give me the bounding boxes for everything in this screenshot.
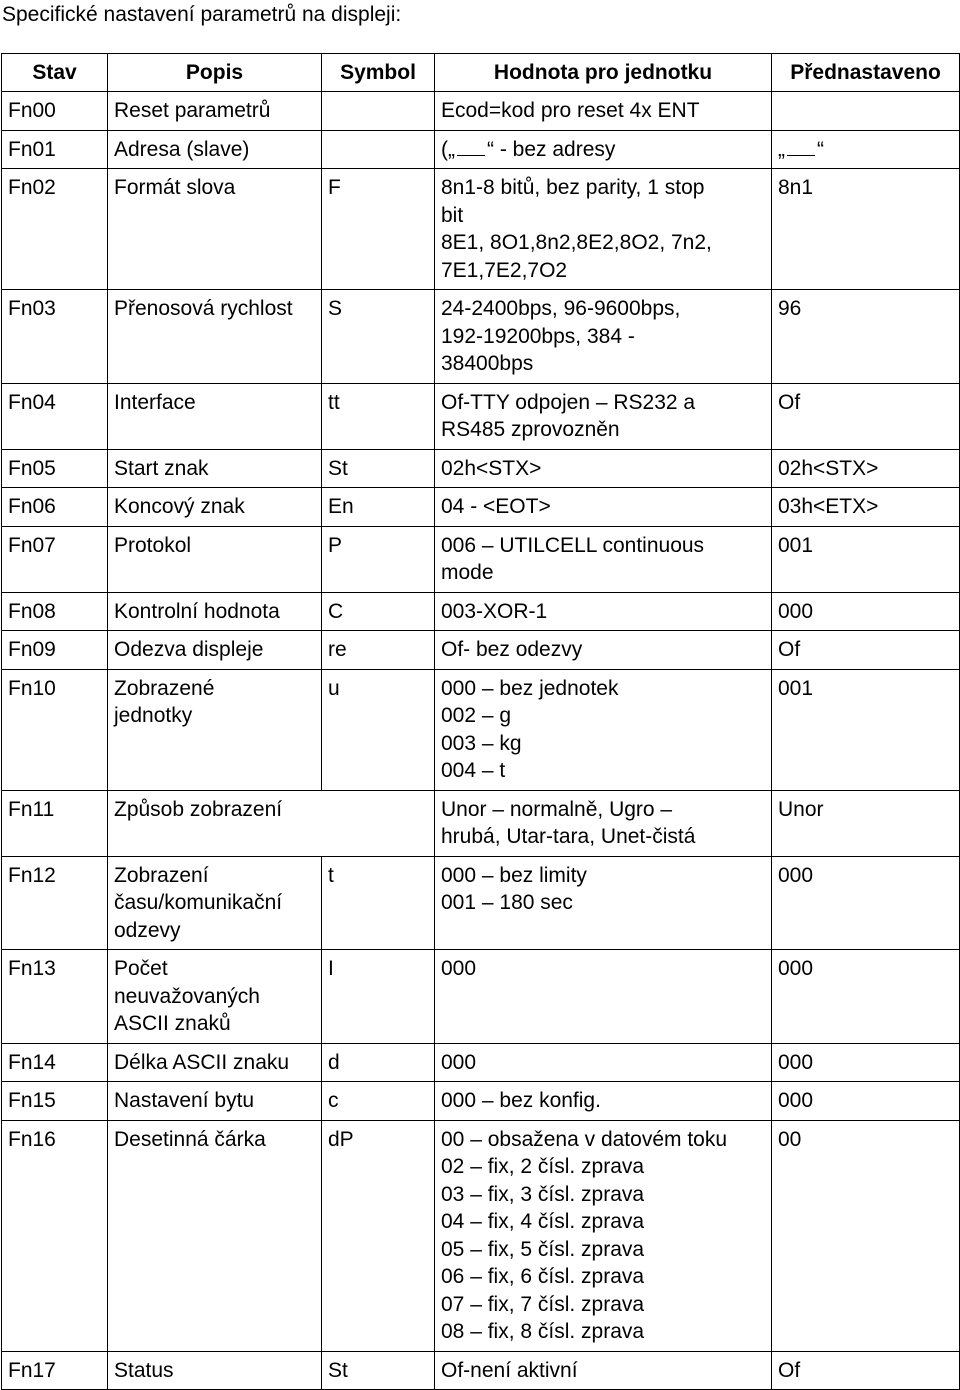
blank-underline <box>787 139 815 156</box>
cell-hodnota <box>435 592 772 631</box>
cell-symbol <box>322 130 435 169</box>
popis-line: Nastavení bytu <box>114 1089 255 1112</box>
cell-symbol: St <box>322 449 435 488</box>
hodnota-line: Unor – normalně, Ugro – <box>441 797 673 821</box>
cell-hodnota <box>435 1351 772 1390</box>
cell-symbol: tt <box>322 383 435 449</box>
popis-line: Interface <box>114 390 196 414</box>
hodnota-line: 07 – fix, 7 čísl. zprava <box>441 1292 645 1316</box>
hodnota-line: 04 - <EOT> <box>441 495 551 518</box>
popis-line: neuvažovaných <box>114 984 260 1008</box>
popis-line: Start znak <box>114 456 209 480</box>
cell-prednastaveno: 000 <box>772 950 960 1044</box>
cell-stav: Fn03 <box>2 290 108 384</box>
cell-hodnota <box>435 449 772 488</box>
column-header-symbol: Symbol <box>322 54 435 92</box>
table-row <box>2 130 960 169</box>
hodnota-line: 03 – fix, 3 čísl. zprava <box>441 1182 645 1206</box>
hodnota-line: 004 – t <box>441 759 506 782</box>
hodnota-line: Ecod=kod pro reset 4x ENT <box>441 99 700 122</box>
popis-line: Protokol <box>114 533 192 557</box>
hodnota-line: 04 – fix, 4 čísl. zprava <box>441 1210 645 1233</box>
cell-popis <box>108 1120 322 1351</box>
quote-open: („ <box>441 137 455 161</box>
cell-symbol: u <box>322 669 435 790</box>
cell-hodnota <box>435 1082 772 1121</box>
hodnota-line: hrubá, Utar-tara, Unet-čistá <box>441 825 696 848</box>
hodnota-line: 002 – g <box>441 704 512 727</box>
cell-popis <box>108 1351 322 1390</box>
cell-hodnota <box>435 130 772 169</box>
table-row <box>2 669 960 790</box>
cell-symbol: C <box>322 592 435 631</box>
cell-symbol: dP <box>322 1120 435 1351</box>
popis-line: Zobrazení <box>114 863 209 887</box>
cell-popis <box>108 631 322 670</box>
cell-stav: Fn17 <box>2 1351 108 1390</box>
cell-stav: Fn08 <box>2 592 108 631</box>
hodnota-line: Of-TTY odpojen – RS232 a <box>441 390 696 414</box>
popis-line: Adresa (slave) <box>114 137 250 161</box>
table-body <box>2 92 960 1390</box>
cell-stav: Fn05 <box>2 449 108 488</box>
cell-popis <box>108 383 322 449</box>
hodnota-line: 192-19200bps, 384 - <box>441 324 635 348</box>
cell-hodnota <box>435 488 772 527</box>
quote-open: „ <box>778 137 785 161</box>
hodnota-line: 000 – bez jednotek <box>441 676 619 700</box>
cell-prednastaveno: 03h<ETX> <box>772 488 960 527</box>
popis-line: Koncový znak <box>114 495 245 518</box>
hodnota-line: 001 – 180 sec <box>441 891 573 914</box>
column-header-popis: Popis <box>108 54 322 92</box>
popis-line: času/komunikační <box>114 891 283 914</box>
cell-popis <box>108 1082 322 1121</box>
hodnota-line: bit <box>441 203 464 227</box>
hodnota-line: 000 – bez limity <box>441 863 587 887</box>
table-row <box>2 92 960 131</box>
hodnota-line: 000 <box>441 957 477 980</box>
hodnota-line: 003-XOR-1 <box>441 599 548 623</box>
table-row <box>2 1351 960 1390</box>
cell-popis <box>108 290 322 384</box>
cell-prednastaveno <box>772 130 960 169</box>
cell-symbol: re <box>322 631 435 670</box>
table-row <box>2 169 960 290</box>
hodnota-line: 02h<STX> <box>441 456 542 480</box>
table-row <box>2 1082 960 1121</box>
hodnota-line: 08 – fix, 8 čísl. zprava <box>441 1320 645 1343</box>
table-row <box>2 449 960 488</box>
cell-prednastaveno: 000 <box>772 1082 960 1121</box>
cell-prednastaveno: 00 <box>772 1120 960 1351</box>
hodnota-line: 000 – bez konfig. <box>441 1089 601 1112</box>
cell-prednastaveno <box>772 92 960 131</box>
quote-close: “ - bez adresy <box>487 137 616 161</box>
cell-hodnota <box>435 856 772 950</box>
cell-stav: Fn12 <box>2 856 108 950</box>
cell-popis <box>108 669 322 790</box>
quote-close: “ <box>817 137 824 161</box>
cell-symbol: c <box>322 1082 435 1121</box>
cell-popis <box>108 856 322 950</box>
cell-popis <box>108 169 322 290</box>
cell-hodnota <box>435 526 772 592</box>
table-row <box>2 488 960 527</box>
cell-prednastaveno: 000 <box>772 592 960 631</box>
cell-stav: Fn11 <box>2 790 108 856</box>
cell-symbol: St <box>322 1351 435 1390</box>
popis-line: ASCII znaků <box>114 1012 231 1035</box>
cell-hodnota <box>435 383 772 449</box>
hodnota-line: 00 – obsažena v datovém toku <box>441 1127 728 1151</box>
cell-stav: Fn01 <box>2 130 108 169</box>
cell-hodnota <box>435 950 772 1044</box>
cell-prednastaveno: Of <box>772 631 960 670</box>
cell-popis <box>108 526 322 592</box>
hodnota-line: 8n1-8 bitů, bez parity, 1 stop <box>441 176 705 199</box>
cell-hodnota <box>435 169 772 290</box>
cell-popis <box>108 130 322 169</box>
cell-hodnota <box>435 92 772 131</box>
blank-underline <box>457 139 485 156</box>
cell-stav: Fn02 <box>2 169 108 290</box>
cell-prednastaveno: 000 <box>772 1043 960 1082</box>
popis-line: Desetinná čárka <box>114 1127 266 1151</box>
popis-line: Přenosová rychlost <box>114 297 293 320</box>
hodnota-line: 24-2400bps, 96-9600bps, <box>441 297 681 320</box>
hodnota-line: 003 – kg <box>441 731 522 755</box>
table-row <box>2 383 960 449</box>
cell-stav: Fn14 <box>2 1043 108 1082</box>
cell-prednastaveno: 001 <box>772 526 960 592</box>
popis-line: Formát slova <box>114 176 236 199</box>
cell-symbol: F <box>322 169 435 290</box>
column-header-prednastaveno: Přednastaveno <box>772 54 960 92</box>
column-header-hodnota: Hodnota pro jednotku <box>435 54 772 92</box>
popis-line: Kontrolní hodnota <box>114 599 280 623</box>
table-row <box>2 950 960 1044</box>
cell-stav: Fn16 <box>2 1120 108 1351</box>
cell-popis <box>108 449 322 488</box>
hodnota-line: 7E1,7E2,7O2 <box>441 258 568 282</box>
cell-hodnota <box>435 1043 772 1082</box>
hodnota-line: RS485 zprovozněn <box>441 418 620 441</box>
table-row <box>2 1043 960 1082</box>
hodnota-line: Of-není aktivní <box>441 1358 578 1382</box>
popis-line: jednotky <box>114 704 193 727</box>
popis-line: odzevy <box>114 918 181 942</box>
hodnota-line: 02 – fix, 2 čísl. zprava <box>441 1155 645 1178</box>
cell-symbol: I <box>322 950 435 1044</box>
cell-symbol <box>322 92 435 131</box>
cell-symbol: t <box>322 856 435 950</box>
cell-hodnota <box>435 1120 772 1351</box>
cell-symbol: P <box>322 526 435 592</box>
cell-stav: Fn06 <box>2 488 108 527</box>
table-row <box>2 1120 960 1351</box>
cell-hodnota <box>435 290 772 384</box>
cell-prednastaveno: 001 <box>772 669 960 790</box>
cell-stav: Fn04 <box>2 383 108 449</box>
cell-hodnota <box>435 790 772 856</box>
cell-popis <box>108 1043 322 1082</box>
hodnota-line: 38400bps <box>441 352 534 375</box>
table-row <box>2 856 960 950</box>
table-row <box>2 790 960 856</box>
cell-hodnota <box>435 631 772 670</box>
page-heading: Specifické nastavení parametrů na displeji: <box>2 3 402 26</box>
cell-symbol: En <box>322 488 435 527</box>
cell-stav: Fn00 <box>2 92 108 131</box>
popis-line: Způsob zobrazení <box>114 797 283 821</box>
cell-prednastaveno: Of <box>772 1351 960 1390</box>
hodnota-line: 000 <box>441 1050 477 1074</box>
table-row <box>2 631 960 670</box>
cell-prednastaveno: 8n1 <box>772 169 960 290</box>
hodnota-line: Of- bez odezvy <box>441 638 583 661</box>
cell-prednastaveno: Of <box>772 383 960 449</box>
popis-line: Odezva displeje <box>114 638 264 661</box>
cell-popis <box>108 950 322 1044</box>
cell-prednastaveno: 02h<STX> <box>772 449 960 488</box>
hodnota-line: 06 – fix, 6 čísl. zprava <box>441 1265 645 1288</box>
hodnota-line: 8E1, 8O1,8n2,8E2,8O2, 7n2, <box>441 231 712 254</box>
table-row <box>2 526 960 592</box>
cell-popis <box>108 592 322 631</box>
hodnota-line: 006 – UTILCELL continuous <box>441 533 705 557</box>
cell-symbol: S <box>322 290 435 384</box>
cell-stav: Fn07 <box>2 526 108 592</box>
table-row <box>2 592 960 631</box>
popis-line: Počet <box>114 957 168 980</box>
hodnota-line: mode <box>441 561 494 584</box>
table-row <box>2 290 960 384</box>
cell-prednastaveno: 96 <box>772 290 960 384</box>
hodnota-line: 05 – fix, 5 čísl. zprava <box>441 1237 645 1261</box>
popis-line: Status <box>114 1358 174 1382</box>
cell-prednastaveno: 000 <box>772 856 960 950</box>
cell-popis <box>108 790 435 856</box>
cell-popis <box>108 92 322 131</box>
cell-stav: Fn13 <box>2 950 108 1044</box>
parameter-table <box>1 53 960 1390</box>
cell-popis <box>108 488 322 527</box>
cell-hodnota <box>435 669 772 790</box>
cell-stav: Fn10 <box>2 669 108 790</box>
cell-stav: Fn09 <box>2 631 108 670</box>
table-header-row <box>2 54 960 92</box>
cell-prednastaveno: Unor <box>772 790 960 856</box>
popis-line: Zobrazené <box>114 676 215 700</box>
popis-line: Délka ASCII znaku <box>114 1050 290 1074</box>
column-header-stav: Stav <box>2 54 108 92</box>
popis-line: Reset parametrů <box>114 99 271 122</box>
cell-symbol: d <box>322 1043 435 1082</box>
cell-stav: Fn15 <box>2 1082 108 1121</box>
